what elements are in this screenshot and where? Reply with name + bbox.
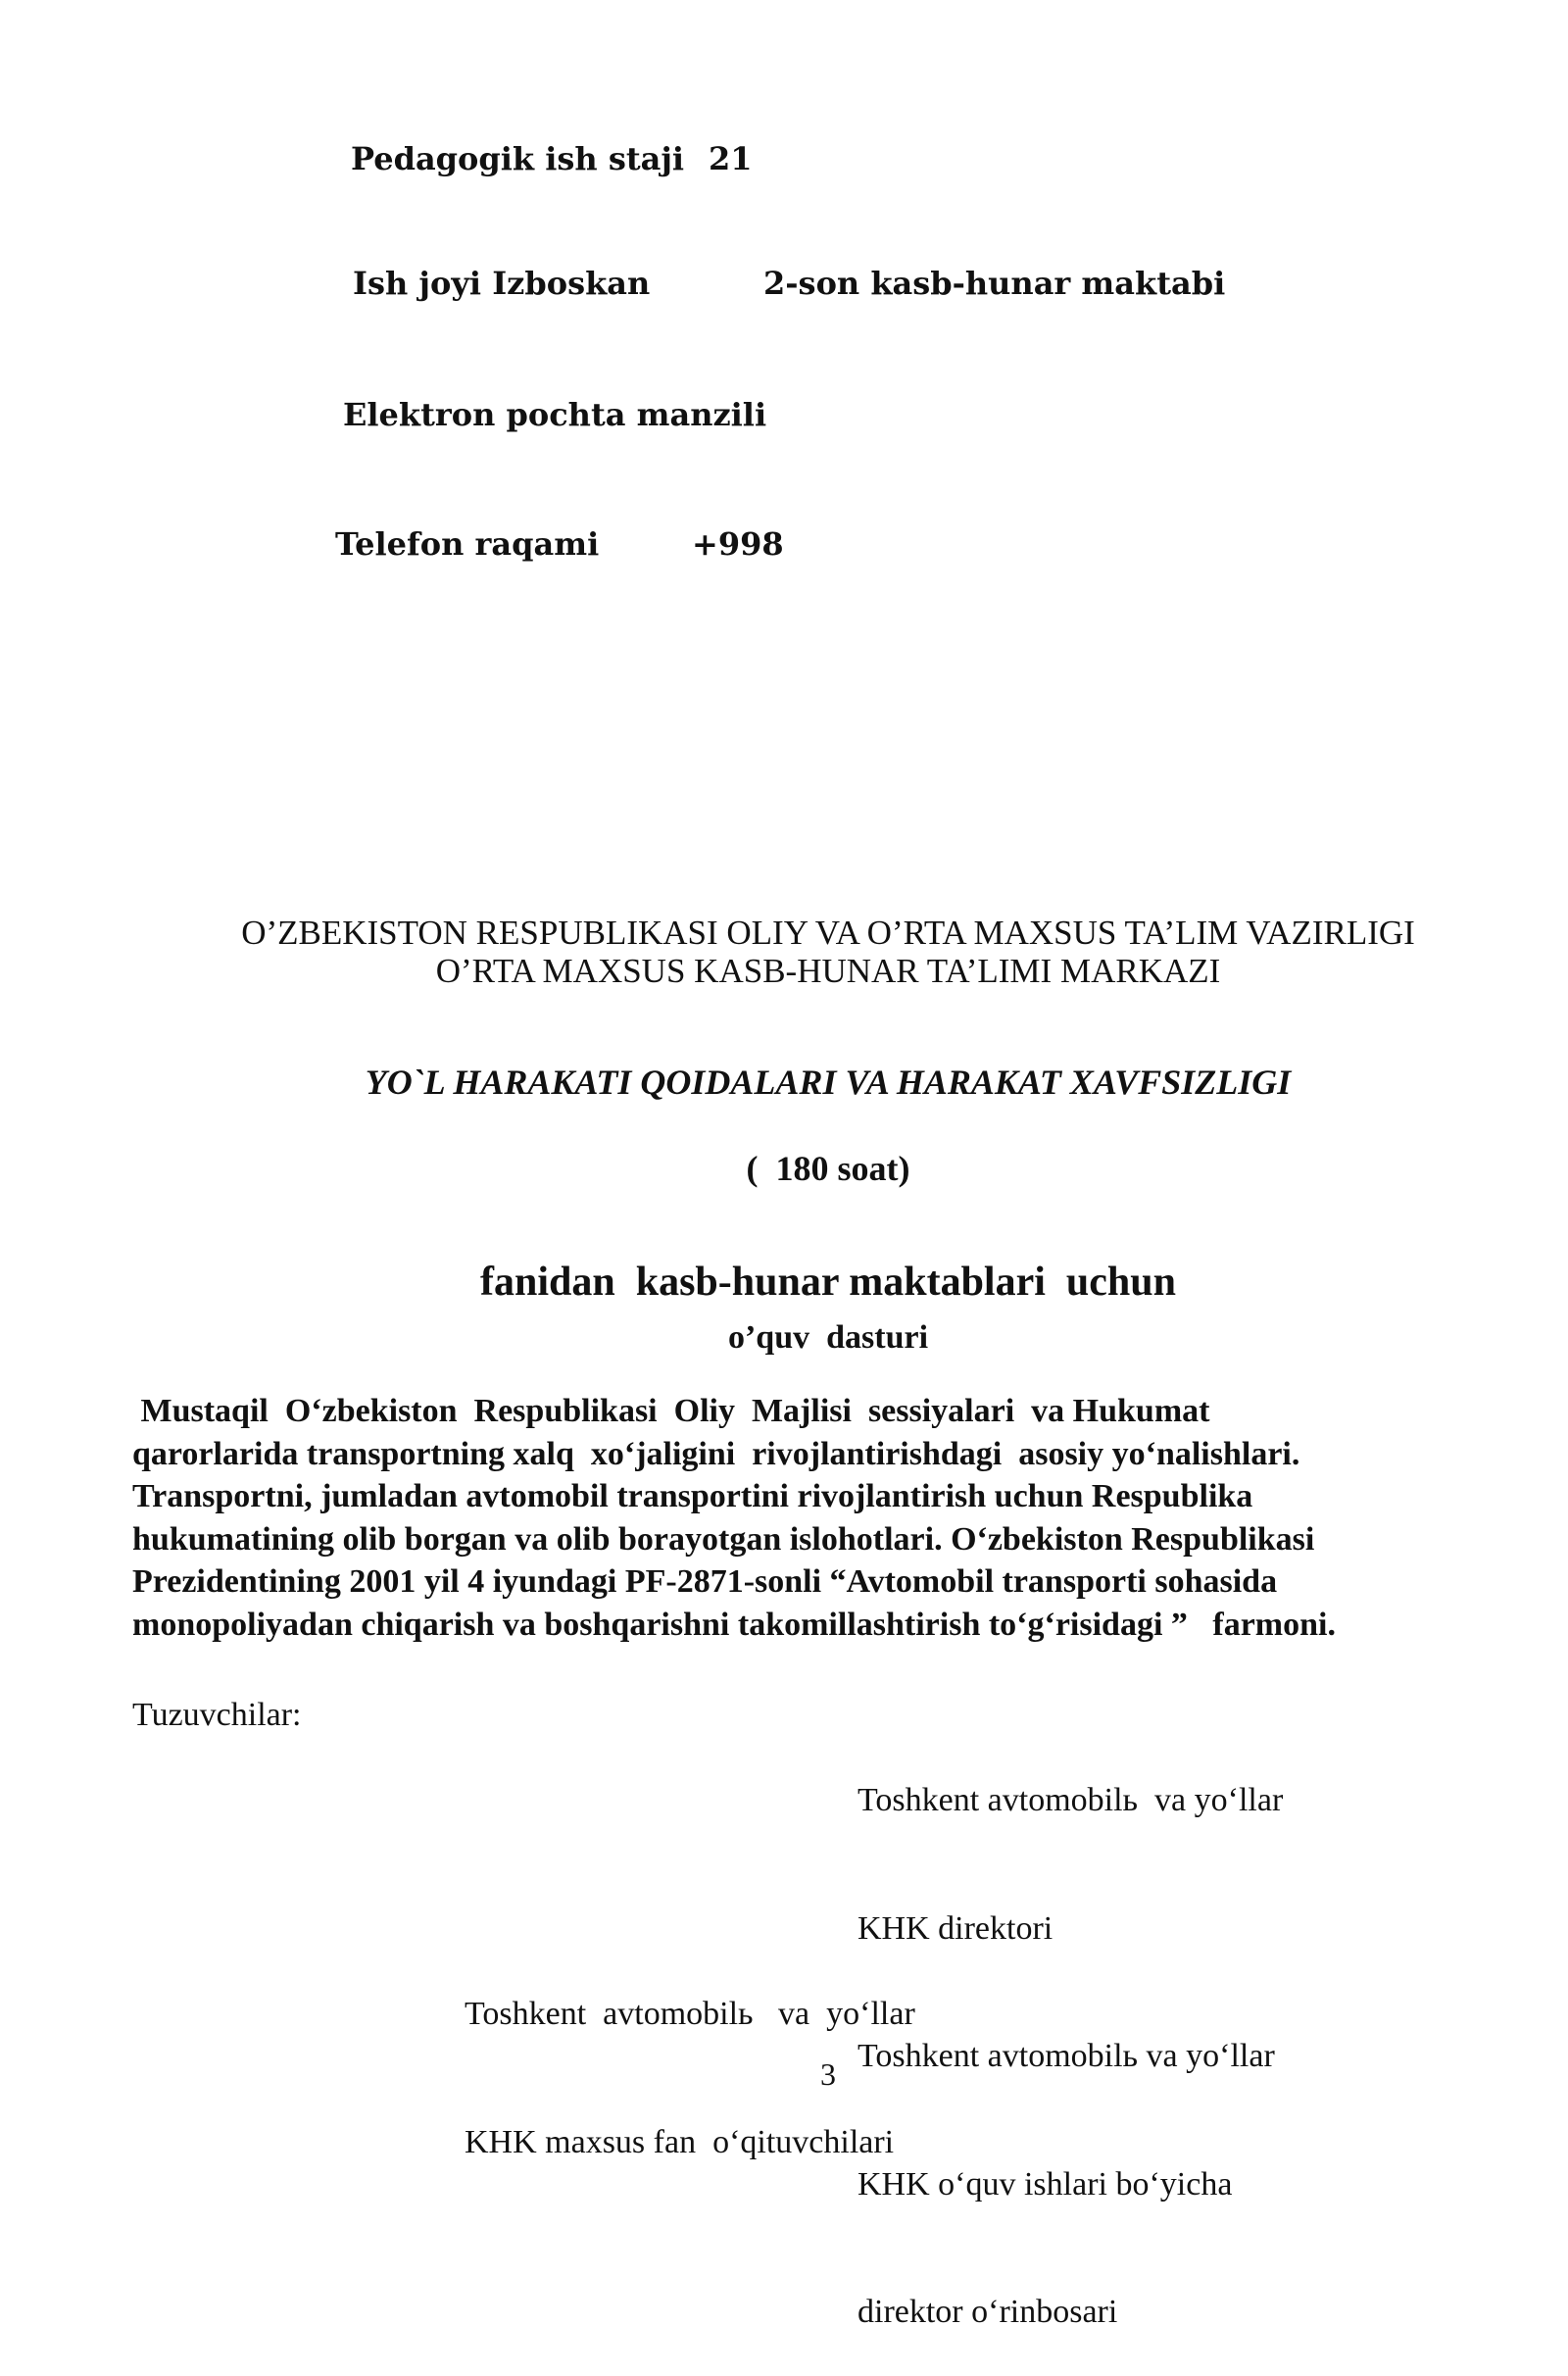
paragraph-line: qarorlarida transportning xalq xo‘jaligini rivojlantirishdagi asosiy yo‘nalishlari. bbox=[132, 1435, 1300, 1472]
author-line: Toshkent avtomobilь va yo‘llar bbox=[465, 1996, 915, 2032]
author-line: Toshkent avtomobilь va yo‘llar bbox=[858, 1782, 1284, 1818]
program-label: o’quv dasturi bbox=[727, 1319, 929, 1356]
ministry-heading-line1: O’ZBEKISTON RESPUBLIKASI OLIY VA O’RTA MAXSUS TA’LIM VAZIRLIGI bbox=[241, 914, 1415, 952]
program-subtitle: fanidan kasb-hunar maktablari uchun bbox=[480, 1260, 1176, 1305]
teaching-experience-label: Pedagogik ish staji bbox=[351, 140, 685, 177]
author-line: direktor o‘rinbosari bbox=[858, 2294, 1118, 2330]
ministry-heading-line2: O’RTA MAXSUS KASB-HUNAR TA’LIMI MARKAZI bbox=[435, 952, 1221, 990]
subject-title: YO`L HARAKATI QOIDALARI VA HARAKAT XAVFSIZLIGI bbox=[365, 1063, 1292, 1102]
authors-label: Tuzuvchilar: bbox=[132, 1697, 302, 1733]
author-line: KHK o‘quv ishlari bo‘yicha bbox=[858, 2165, 1233, 2203]
phone-value: +998 bbox=[692, 525, 784, 563]
teaching-experience-value: 21 bbox=[709, 140, 753, 177]
paragraph-line: monopoliyadan chiqarish va boshqarishni takomillashtirish to‘g‘risidagi ” farmoni. bbox=[132, 1606, 1336, 1643]
paragraph-line: Transportni, jumladan avtomobil transportini rivojlantirish uchun Respublika bbox=[132, 1478, 1253, 1514]
email-label: Elektron pochta manzili bbox=[343, 396, 767, 433]
workplace-value: 2-son kasb-hunar maktabi bbox=[763, 265, 1226, 302]
course-hours: ( 180 soat) bbox=[746, 1149, 910, 1188]
intro-paragraph bbox=[132, 1390, 1524, 1646]
paragraph-line: Prezidentining 2001 yil 4 iyundagi PF-2871-sonli “Avtomobil transporti sohasida bbox=[132, 1563, 1278, 1600]
page-number: 3 bbox=[820, 2056, 836, 2092]
workplace-label: Ish joyi Izboskan bbox=[353, 265, 651, 302]
authors-right-block bbox=[858, 1694, 1283, 2376]
author-line: KHK direktori bbox=[858, 1909, 1054, 1947]
paragraph-line: Mustaqil O‘zbekiston Respublikasi Oliy Majlisi sessiyalari va Hukumat bbox=[132, 1393, 1210, 1429]
paragraph-line: hukumatining olib borgan va olib borayotgan islohotlari. O‘zbekiston Respublikasi bbox=[132, 1520, 1315, 1558]
author-line: KHK maxsus fan o‘qituvchilari bbox=[465, 2123, 895, 2160]
phone-label: Telefon raqami bbox=[335, 525, 600, 563]
author-line: Toshkent avtomobilь va yo‘llar bbox=[858, 2038, 1275, 2074]
